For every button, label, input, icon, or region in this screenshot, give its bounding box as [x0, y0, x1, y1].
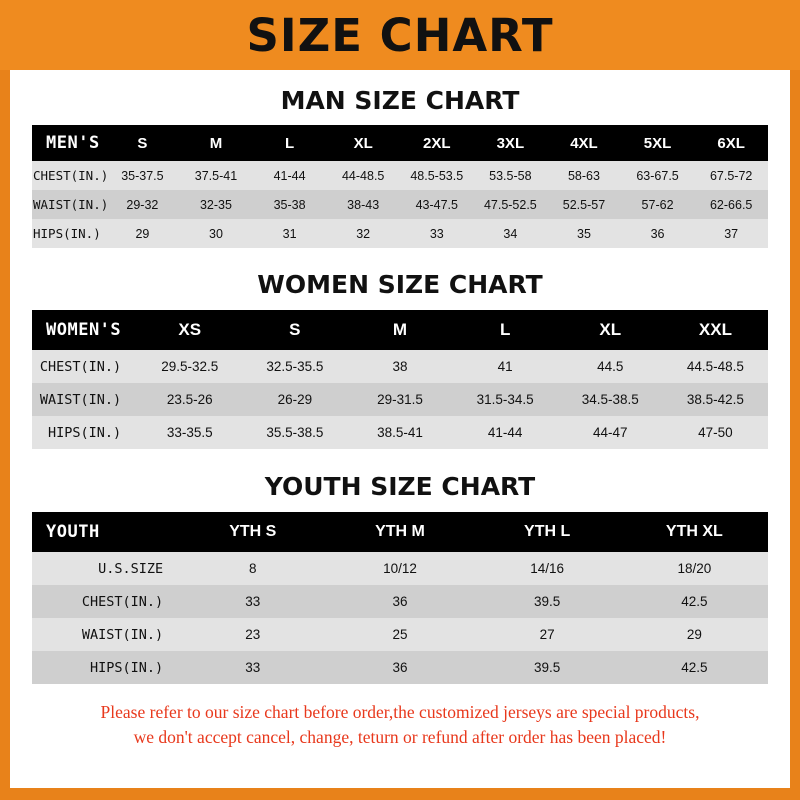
- youth-section-title: YOUTH SIZE CHART: [264, 472, 536, 501]
- youth-row-1-cell-2: 39.5: [474, 585, 621, 618]
- women-header-cell-1: XS: [137, 310, 242, 350]
- youth-row-1-cell-0: 33: [179, 585, 326, 618]
- women-header-cell-2: S: [242, 310, 347, 350]
- men-row-0-cell-4: 48.5-53.5: [400, 161, 474, 190]
- men-row-2-cell-8: 37: [694, 219, 768, 248]
- women-row-1-label: WAIST(IN.): [32, 383, 137, 416]
- youth-row-3-cell-3: 42.5: [621, 651, 768, 684]
- women-size-table: [32, 310, 768, 449]
- men-header-cell-6: 3XL: [474, 125, 548, 161]
- footer-note-line-2: we don't accept cancel, change, teturn or refund after order has been placed!: [133, 727, 667, 748]
- youth-row-0-cell-2: 14/16: [474, 552, 621, 585]
- women-table-body: [32, 310, 768, 449]
- youth-row-3-cell-0: 33: [179, 651, 326, 684]
- men-header-cell-1: S: [106, 125, 180, 161]
- men-table-body: [32, 125, 768, 248]
- bottom-border-bar: [10, 788, 790, 800]
- table-row: [32, 190, 768, 219]
- women-row-1-cell-0: 23.5-26: [137, 383, 242, 416]
- men-row-1-cell-4: 43-47.5: [400, 190, 474, 219]
- women-row-2-cell-0: 33-35.5: [137, 416, 242, 449]
- man-section-title: MAN SIZE CHART: [280, 86, 520, 115]
- youth-row-2-cell-0: 23: [179, 618, 326, 651]
- youth-row-3-cell-2: 39.5: [474, 651, 621, 684]
- youth-row-2-cell-1: 25: [326, 618, 473, 651]
- men-row-0-cell-1: 37.5-41: [179, 161, 253, 190]
- men-row-0-cell-6: 58-63: [547, 161, 621, 190]
- women-row-1-cell-3: 31.5-34.5: [453, 383, 558, 416]
- men-header-cell-7: 4XL: [547, 125, 621, 161]
- youth-row-1-label: CHEST(IN.): [32, 585, 179, 618]
- women-header-cell-6: XXL: [663, 310, 768, 350]
- table-row: [32, 651, 768, 684]
- youth-header-cell-2: YTH M: [326, 512, 473, 552]
- men-row-2-cell-6: 35: [547, 219, 621, 248]
- table-row: [32, 161, 768, 190]
- women-row-2-cell-5: 47-50: [663, 416, 768, 449]
- men-header-cell-9: 6XL: [694, 125, 768, 161]
- men-row-1-cell-3: 38-43: [326, 190, 400, 219]
- women-row-0-cell-3: 41: [453, 350, 558, 383]
- youth-row-1-cell-3: 42.5: [621, 585, 768, 618]
- women-section-title: WOMEN SIZE CHART: [257, 270, 543, 299]
- youth-row-1-cell-1: 36: [326, 585, 473, 618]
- women-row-0-cell-2: 38: [347, 350, 452, 383]
- men-size-table: [32, 125, 768, 248]
- men-header-cell-5: 2XL: [400, 125, 474, 161]
- men-row-2-cell-4: 33: [400, 219, 474, 248]
- table-row: [32, 350, 768, 383]
- women-header-cell-4: L: [453, 310, 558, 350]
- men-row-1-cell-2: 35-38: [253, 190, 327, 219]
- men-row-2-cell-5: 34: [474, 219, 548, 248]
- women-table-header-row: [32, 310, 768, 350]
- men-row-2-cell-7: 36: [621, 219, 695, 248]
- youth-row-0-cell-3: 18/20: [621, 552, 768, 585]
- youth-row-2-cell-3: 29: [621, 618, 768, 651]
- banner: [0, 0, 800, 70]
- men-header-cell-4: XL: [326, 125, 400, 161]
- youth-row-3-label: HIPS(IN.): [32, 651, 179, 684]
- women-row-2-label: HIPS(IN.): [32, 416, 137, 449]
- women-row-0-label: CHEST(IN.): [32, 350, 137, 383]
- men-row-1-cell-1: 32-35: [179, 190, 253, 219]
- table-row: [32, 219, 768, 248]
- men-row-0-cell-8: 67.5-72: [694, 161, 768, 190]
- women-row-1-cell-2: 29-31.5: [347, 383, 452, 416]
- women-row-1-cell-1: 26-29: [242, 383, 347, 416]
- men-row-2-cell-1: 30: [179, 219, 253, 248]
- men-row-0-cell-3: 44-48.5: [326, 161, 400, 190]
- men-row-0-label: CHEST(IN.): [32, 161, 106, 190]
- men-row-1-label: WAIST(IN.): [32, 190, 106, 219]
- women-header-cell-3: M: [347, 310, 452, 350]
- table-row: [32, 618, 768, 651]
- youth-header-cell-1: YTH S: [179, 512, 326, 552]
- table-row: [32, 585, 768, 618]
- youth-row-3-cell-1: 36: [326, 651, 473, 684]
- women-header-cell-5: XL: [558, 310, 663, 350]
- women-row-0-cell-4: 44.5: [558, 350, 663, 383]
- men-header-cell-0: MEN'S: [32, 125, 106, 161]
- youth-row-0-cell-1: 10/12: [326, 552, 473, 585]
- footer-note: [32, 700, 768, 751]
- men-row-0-cell-2: 41-44: [253, 161, 327, 190]
- table-row: [32, 552, 768, 585]
- youth-header-cell-3: YTH L: [474, 512, 621, 552]
- women-row-2-cell-1: 35.5-38.5: [242, 416, 347, 449]
- youth-row-2-cell-2: 27: [474, 618, 621, 651]
- youth-row-0-cell-0: 8: [179, 552, 326, 585]
- page-title: SIZE CHART: [246, 8, 554, 62]
- men-row-1-cell-8: 62-66.5: [694, 190, 768, 219]
- youth-table-body: [32, 512, 768, 684]
- men-row-0-cell-5: 53.5-58: [474, 161, 548, 190]
- men-row-2-cell-0: 29: [106, 219, 180, 248]
- youth-size-table: [32, 512, 768, 684]
- men-row-1-cell-0: 29-32: [106, 190, 180, 219]
- women-row-0-cell-1: 32.5-35.5: [242, 350, 347, 383]
- men-row-0-cell-7: 63-67.5: [621, 161, 695, 190]
- youth-table-header-row: [32, 512, 768, 552]
- men-header-cell-2: M: [179, 125, 253, 161]
- youth-row-2-label: WAIST(IN.): [32, 618, 179, 651]
- women-row-2-cell-2: 38.5-41: [347, 416, 452, 449]
- women-row-1-cell-5: 38.5-42.5: [663, 383, 768, 416]
- men-row-2-cell-2: 31: [253, 219, 327, 248]
- women-row-2-cell-3: 41-44: [453, 416, 558, 449]
- men-row-1-cell-5: 47.5-52.5: [474, 190, 548, 219]
- men-row-2-cell-3: 32: [326, 219, 400, 248]
- women-row-0-cell-5: 44.5-48.5: [663, 350, 768, 383]
- youth-header-cell-0: YOUTH: [32, 512, 179, 552]
- women-header-cell-0: WOMEN'S: [32, 310, 137, 350]
- youth-header-cell-4: YTH XL: [621, 512, 768, 552]
- men-table-header-row: [32, 125, 768, 161]
- footer-note-line-1: Please refer to our size chart before order,the customized jerseys are special products,: [100, 702, 700, 722]
- men-row-1-cell-7: 57-62: [621, 190, 695, 219]
- women-row-1-cell-4: 34.5-38.5: [558, 383, 663, 416]
- table-row: [32, 383, 768, 416]
- men-header-cell-8: 5XL: [621, 125, 695, 161]
- table-row: [32, 416, 768, 449]
- men-row-1-cell-6: 52.5-57: [547, 190, 621, 219]
- content: [10, 86, 790, 751]
- women-row-0-cell-0: 29.5-32.5: [137, 350, 242, 383]
- men-row-2-label: HIPS(IN.): [32, 219, 106, 248]
- women-row-2-cell-4: 44-47: [558, 416, 663, 449]
- men-row-0-cell-0: 35-37.5: [106, 161, 180, 190]
- youth-row-0-label: U.S.SIZE: [32, 552, 179, 585]
- men-header-cell-3: L: [253, 125, 327, 161]
